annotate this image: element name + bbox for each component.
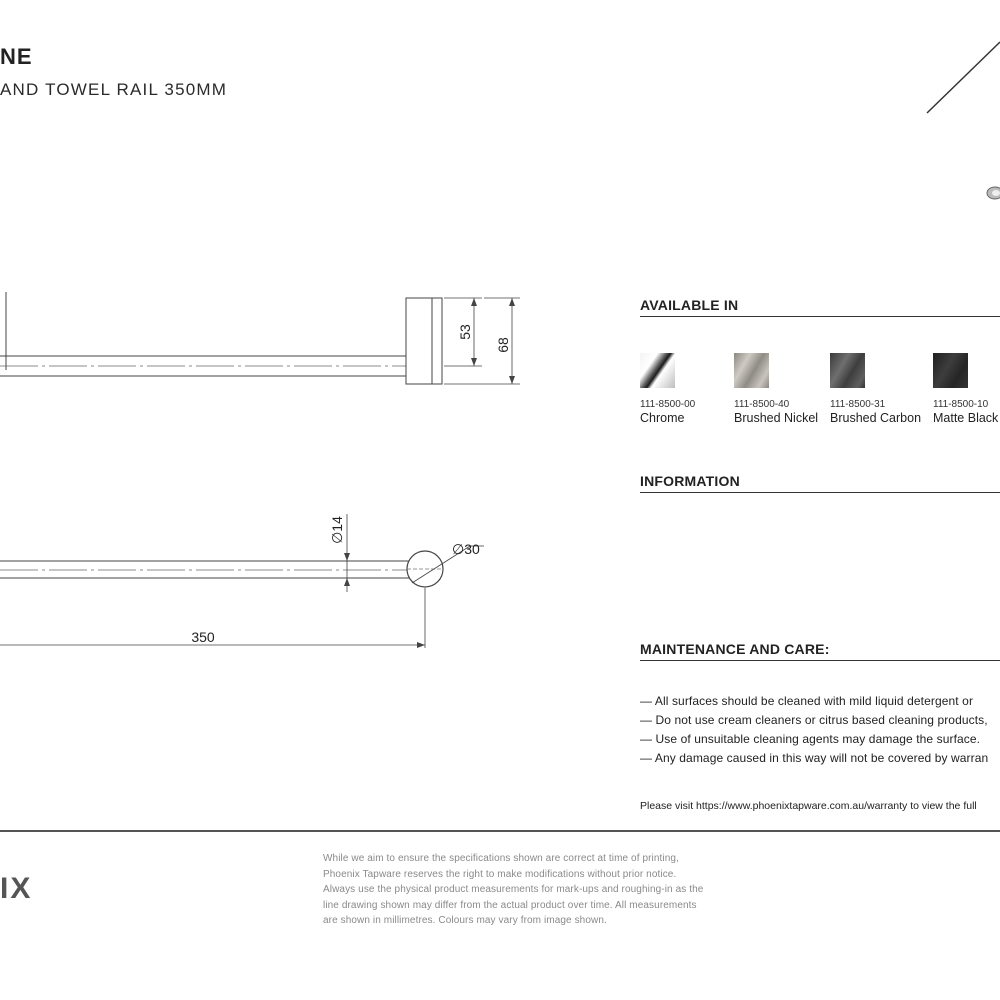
care-item: — Do not use cream cleaners or citrus based cleaning products, [640,713,988,727]
finish-code-brushed-carbon: 111-8500-31 [830,399,886,410]
product-name: AND TOWEL RAIL 350MM [0,80,228,99]
disclaimer-line: While we aim to ensure the specifications shown are correct at time of printing, [323,853,679,864]
finish-name-chrome: Chrome [640,411,685,425]
disclaimer-line: line drawing shown may differ from the actual product over time. All measurements [323,899,697,911]
matte-black-swatch [933,353,968,388]
disclaimer-line: are shown in millimetres. Colours may vary from image shown. [323,915,607,926]
brushed-nickel-swatch [734,353,769,388]
brand-logo: IX [0,872,33,905]
finish-code-matte-black: 111-8500-10 [933,399,989,410]
available-in-heading: AVAILABLE IN [640,297,1000,317]
care-item: — Any damage caused in this way will not be covered by warran [640,751,989,765]
chrome-swatch [640,353,675,388]
product-thumbnail [900,30,1000,210]
footer-divider [0,830,1000,832]
finish-name-brushed-nickel: Brushed Nickel [734,411,819,425]
brushed-carbon-swatch [830,353,865,388]
dimension-length-350: 350 [191,629,215,645]
dimension-68: 68 [495,337,511,353]
finish-name-brushed-carbon: Brushed Carbon [830,411,922,425]
product-series-title: NE [0,44,33,69]
dimension-diameter-14: ∅14 [329,516,345,544]
dimension-diameter-30: ∅30 [452,541,480,557]
disclaimer-line: Always use the physical product measurements for mark-ups and roughing-in as the [323,884,704,895]
side-view-drawing [0,280,560,400]
top-view-drawing [0,500,560,660]
maintenance-heading: MAINTENANCE AND CARE: [640,641,1000,661]
finish-name-matte-black: Matte Black [933,411,999,425]
care-item: — All surfaces should be cleaned with mild liquid detergent or [640,694,974,708]
disclaimer-text [323,851,753,929]
warranty-note: Please visit https://www.phoenixtapware.com.au/warranty to view the full [640,800,977,812]
care-item: — Use of unsuitable cleaning agents may damage the surface. [640,732,981,746]
finish-code-brushed-nickel: 111-8500-40 [734,399,790,410]
disclaimer-line: Phoenix Tapware reserves the right to make modifications without prior notice. [323,868,677,880]
information-heading: INFORMATION [640,473,1000,493]
finish-code-chrome: 111-8500-00 [640,399,696,410]
dimension-53: 53 [457,324,473,340]
